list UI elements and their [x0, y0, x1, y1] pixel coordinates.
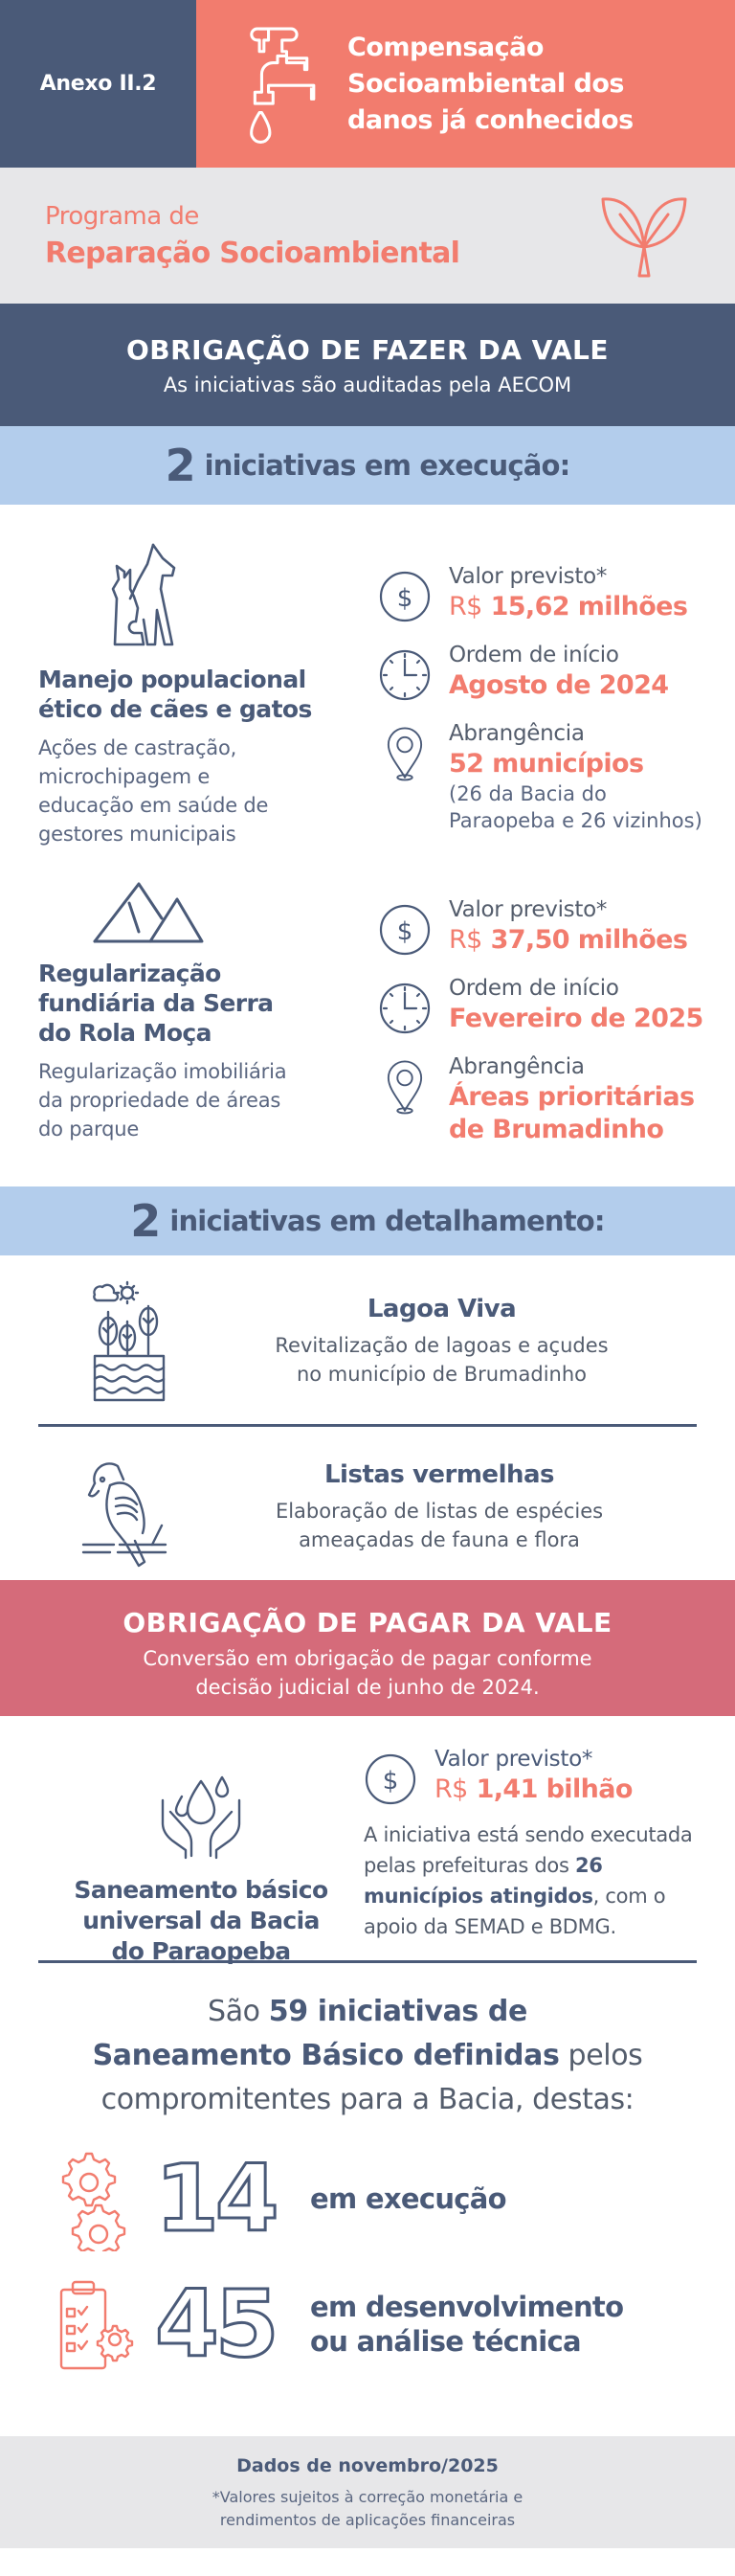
- value-amount: [449, 924, 687, 957]
- mountains-icon: [91, 878, 206, 945]
- start-value: Fevereiro de 2025: [449, 1004, 703, 1033]
- desc-line: ameaçadas de fauna e flora: [299, 1528, 580, 1551]
- value-label: Valor previsto*: [449, 564, 608, 589]
- svg-text:$: $: [382, 1767, 399, 1796]
- summary-text: São: [208, 1995, 269, 2028]
- desc-line: do parque: [38, 1118, 140, 1141]
- desc-line: Revitalização de lagoas e açudes: [275, 1334, 609, 1357]
- header: [0, 0, 735, 168]
- footnote-line: rendimentos de aplicações financeiras: [219, 2511, 516, 2529]
- fact-scope: [378, 719, 735, 834]
- lake-trees-icon: [72, 1279, 187, 1404]
- detailing-item: [0, 1255, 735, 1418]
- program-name: Reparação Socioambiental: [45, 236, 460, 270]
- value-label: Valor previsto*: [449, 897, 608, 922]
- program-band: [0, 168, 735, 304]
- header-title-line: Compensação: [347, 32, 544, 62]
- scope-value: de Brumadinho: [449, 1115, 664, 1144]
- banner-subtitle: As iniciativas são auditadas pela AECOM: [163, 373, 572, 396]
- start-label: Ordem de início: [449, 976, 619, 1001]
- gears-icon: [57, 2146, 134, 2251]
- title-line: universal da Bacia: [82, 1907, 320, 1934]
- clock-icon: [378, 646, 432, 704]
- detailing-item: [0, 1427, 735, 1580]
- subtitle-line: decisão judicial de junho de 2024.: [195, 1676, 540, 1699]
- value-label: Valor previsto*: [434, 1747, 593, 1772]
- desc-line: Regularização imobiliária: [38, 1060, 287, 1083]
- title-line: Regularização: [38, 960, 221, 987]
- header-title-line: danos já conhecidos: [347, 104, 634, 135]
- in-execution-label: iniciativas em execução:: [204, 449, 570, 482]
- fact-value: [378, 562, 735, 625]
- label-line: ou análise técnica: [310, 2325, 581, 2358]
- currency: R$: [449, 925, 482, 955]
- faucet-icon: [225, 22, 330, 147]
- in-execution-count: 2: [165, 440, 195, 491]
- dollar-icon: [378, 568, 432, 625]
- sprout-icon: [591, 188, 697, 283]
- body-bold: 26 municípios atingidos: [364, 1854, 603, 1908]
- fact-start: [378, 974, 735, 1037]
- label-line: em desenvolvimento: [310, 2291, 624, 2323]
- scope-extra: (26 da Bacia do: [449, 782, 607, 805]
- footnote-line: *Valores sujeitos à correção monetária e: [212, 2488, 523, 2506]
- title-line: ético de cães e gatos: [38, 695, 312, 723]
- title-line: Saneamento básico: [74, 1876, 328, 1904]
- dollar-icon: [378, 901, 432, 959]
- amount: 37,50 milhões: [490, 925, 688, 955]
- desc-line: da propriedade de áreas: [38, 1089, 281, 1112]
- banner-subtitle: [0, 1644, 735, 1702]
- sanitation-summary: [0, 1963, 735, 2122]
- start-value: Agosto de 2024: [449, 670, 669, 700]
- svg-text:$: $: [396, 584, 413, 613]
- annex-label: Anexo II.2: [39, 72, 157, 96]
- obligation-do-banner: [0, 304, 735, 426]
- fact-scope: [378, 1052, 735, 1146]
- header-title-block: [196, 0, 735, 168]
- value-amount: [434, 1774, 633, 1806]
- summary-text: pelos: [559, 2039, 643, 2072]
- detailing-description: [182, 1497, 697, 1554]
- amount: 15,62 milhões: [490, 592, 688, 621]
- fact-value: [364, 1745, 697, 1808]
- banner-title: OBRIGAÇÃO DE FAZER DA VALE: [125, 334, 610, 366]
- stat-number: 14: [155, 2145, 276, 2252]
- stat-in-development: [0, 2271, 735, 2377]
- desc-line: Ações de castração,: [38, 736, 237, 759]
- body-text: A iniciativa está sendo executada pelas prefeituras dos: [364, 1823, 693, 1877]
- banner-title: OBRIGAÇÃO DE PAGAR DA VALE: [122, 1607, 612, 1638]
- start-label: Ordem de início: [449, 643, 619, 667]
- scope-extra: Paraopeba e 26 vizinhos): [449, 809, 702, 832]
- scope-value: 52 municípios: [449, 749, 644, 779]
- fact-value: [378, 895, 735, 959]
- title-line: Manejo populacional: [38, 666, 306, 693]
- summary-bold: Saneamento Básico definidas: [92, 2039, 560, 2072]
- dog-cat-icon: [96, 541, 201, 651]
- sanitation-card: [0, 1716, 735, 1965]
- initiative-title: [38, 959, 354, 1048]
- map-pin-icon: [378, 1058, 432, 1116]
- scope-value: Áreas prioritárias: [449, 1082, 695, 1112]
- desc-line: Elaboração de listas de espécies: [275, 1500, 604, 1523]
- body-text: , com o apoio da SEMAD e BDMG.: [364, 1885, 666, 1938]
- amount: 1,41 bilhão: [476, 1774, 633, 1804]
- map-pin-icon: [378, 725, 432, 782]
- header-title: [347, 30, 634, 139]
- clipboard-checklist-icon: [57, 2271, 134, 2377]
- stat-label: [310, 2181, 506, 2216]
- initiative-description: [38, 1057, 354, 1143]
- detailing-title: Listas vermelhas: [323, 1460, 555, 1489]
- parrot-icon: [67, 1445, 182, 1570]
- in-detailing-count: 2: [130, 1195, 161, 1247]
- sanitation-title: [38, 1875, 364, 1967]
- stat-label: [310, 2290, 623, 2359]
- data-date: Dados de novembro/2025: [236, 2455, 499, 2476]
- obligation-pay-banner: [0, 1580, 735, 1716]
- in-detailing-banner: [0, 1186, 735, 1255]
- sanitation-body: [364, 1819, 697, 1942]
- header-title-line: Socioambiental dos: [347, 68, 625, 99]
- in-detailing-label: iniciativas em detalhamento:: [169, 1205, 605, 1237]
- title-line: do Paraopeba: [111, 1937, 291, 1965]
- hands-water-icon: [153, 1772, 249, 1860]
- footnote: [0, 2486, 735, 2532]
- detailing-description: [187, 1331, 697, 1389]
- initiative-title: [38, 665, 354, 724]
- value-amount: [449, 591, 687, 623]
- clock-icon: [378, 980, 432, 1037]
- svg-text:$: $: [396, 917, 413, 946]
- label-line: em execução: [310, 2182, 506, 2215]
- summary-bold: 59 iniciativas de: [268, 1995, 527, 2028]
- stat-number: 45: [155, 2271, 276, 2378]
- dollar-icon: [364, 1751, 417, 1808]
- scope-label: Abrangência: [449, 1054, 585, 1079]
- desc-line: microchipagem e: [38, 765, 211, 788]
- initiative-description: [38, 734, 354, 848]
- annex-block: [0, 0, 196, 168]
- detailing-title: Lagoa Viva: [367, 1295, 517, 1323]
- in-execution-banner: [0, 426, 735, 505]
- desc-line: educação em saúde de: [38, 794, 269, 817]
- subtitle-line: Conversão em obrigação de pagar conforme: [143, 1647, 592, 1670]
- fact-start: [378, 641, 735, 704]
- currency: R$: [449, 592, 482, 621]
- title-line: do Rola Moça: [38, 1019, 212, 1047]
- desc-line: no município de Brumadinho: [296, 1363, 588, 1386]
- title-line: fundiária da Serra: [38, 989, 274, 1017]
- initiative-card: [0, 849, 735, 1186]
- footer: [0, 2436, 735, 2548]
- scope-label: Abrangência: [449, 721, 585, 746]
- desc-line: gestores municipais: [38, 823, 236, 846]
- stat-in-execution: [0, 2145, 735, 2252]
- initiative-card: [0, 505, 735, 849]
- currency: R$: [434, 1774, 468, 1804]
- summary-text: compromitentes para a Bacia, destas:: [100, 2083, 635, 2116]
- program-label: Programa de: [45, 201, 199, 231]
